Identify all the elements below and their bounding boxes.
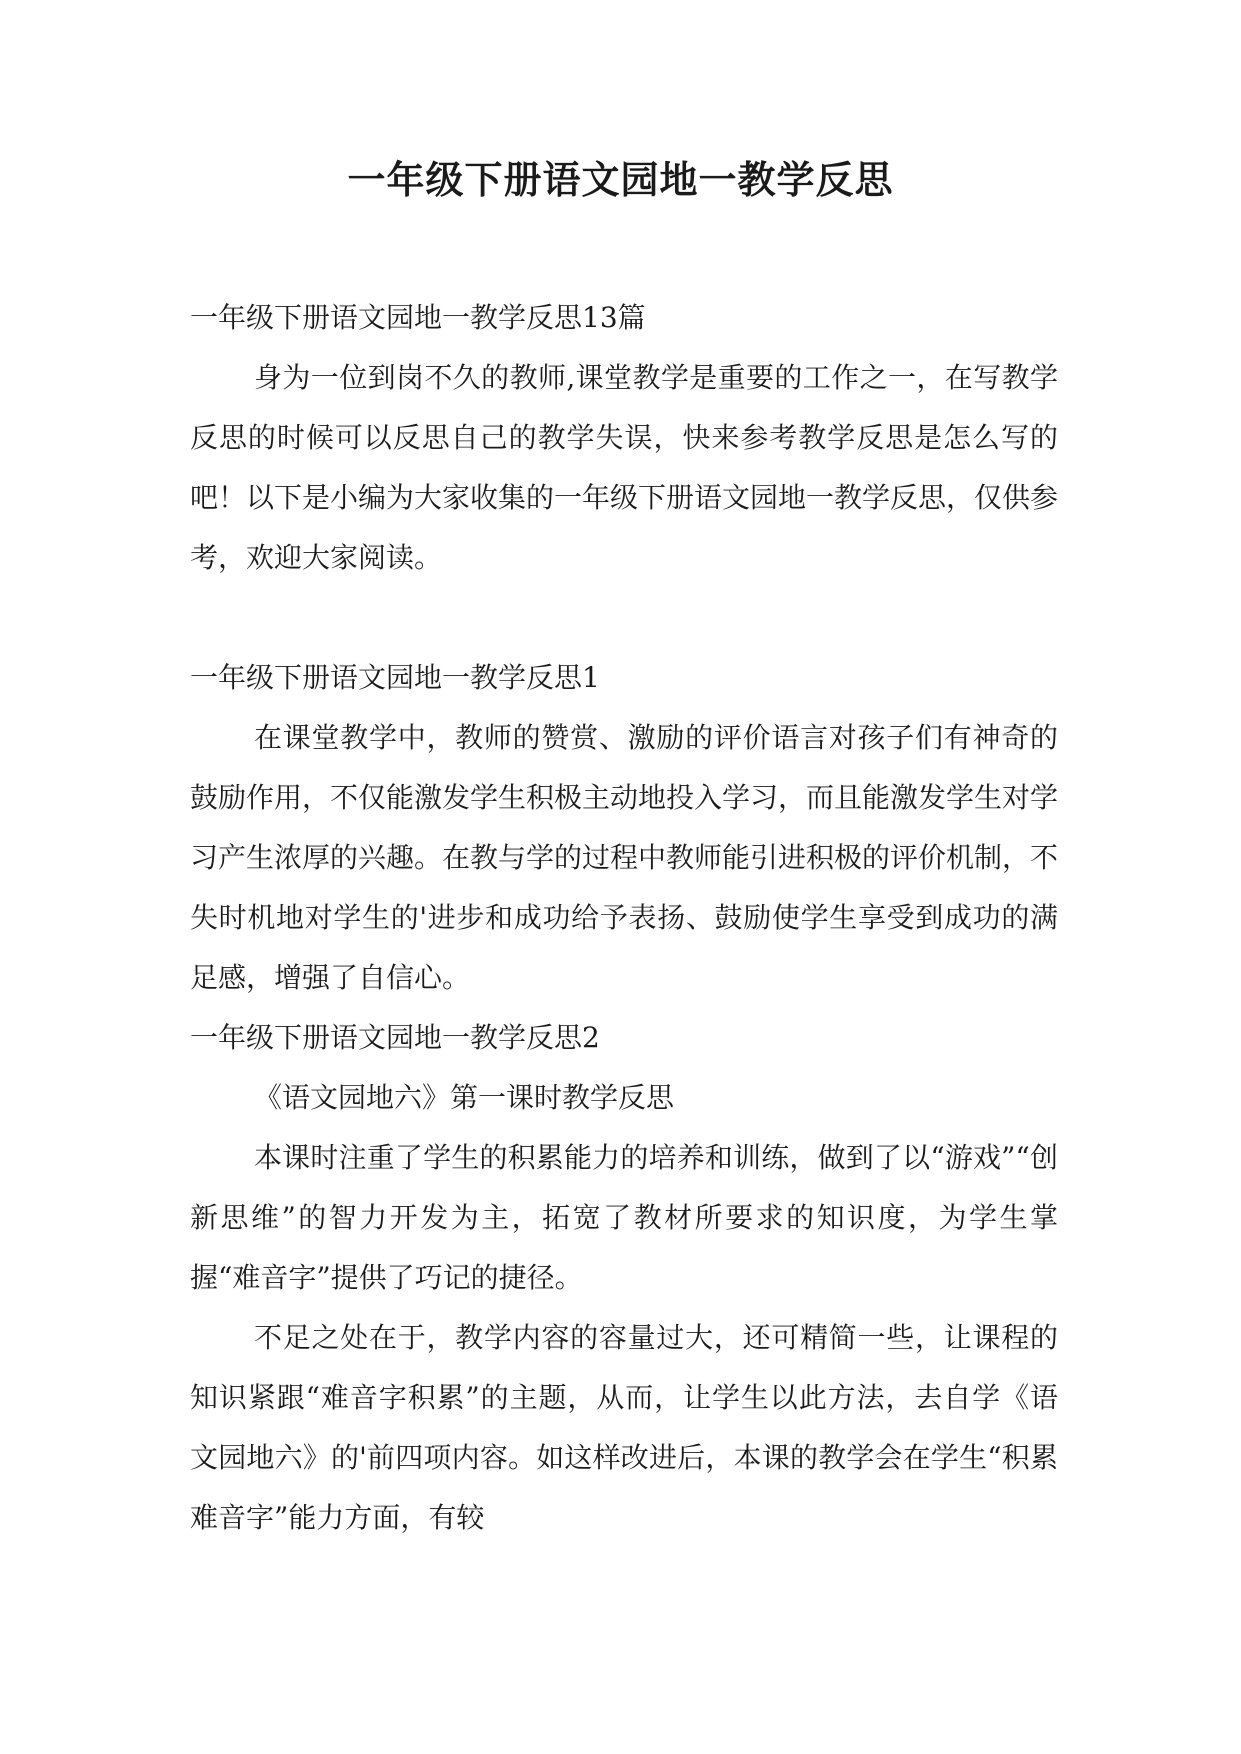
section-1-paragraph: 在课堂教学中，教师的赞赏、激励的评价语言对孩子们有神奇的鼓励作用，不仅能激发学生积极主动地投入学习，而且能激发学生对学习产生浓厚的兴趣。在教与学的过程中教师能引进积极的评价机制，不失时机地对学生的'进步和成功给予表扬、鼓励使学生享受到成功的满足感，增强了自信心。 xyxy=(190,721,1059,994)
section-2-heading: 一年级下册语文园地一教学反思2 xyxy=(190,1021,600,1054)
document-subtitle: 一年级下册语文园地一教学反思13篇 xyxy=(190,301,646,334)
section-spacer xyxy=(190,588,1058,648)
section-2-paragraph-2: 不足之处在于，教学内容的容量过大，还可精简一些，让课程的知识紧跟“难音字积累”的主题，从而，让学生以此方法，去自学《语文园地六》的'前四项内容。如这样改进后，本课的教学会在学生“积累难音字”能力方面，有较 xyxy=(190,1321,1058,1534)
document-title: 一年级下册语文园地一教学反思 xyxy=(347,158,894,202)
intro-paragraph: 身为一位到岗不久的教师,课堂教学是重要的工作之一，在写教学反思的时候可以反思自己的教学失误，快来参考教学反思是怎么写的吧！以下是小编为大家收集的一年级下册语文园地一教学反思，仅供参考，欢迎大家阅读。 xyxy=(190,361,1059,574)
document-body xyxy=(190,288,1058,1548)
section-2-subheading: 《语文园地六》第一课时教学反思 xyxy=(254,1081,675,1114)
section-2-paragraph-1: 本课时注重了学生的积累能力的培养和训练，做到了以“游戏”“创新思维”的智力开发为主，拓宽了教材所要求的知识度，为学生掌握“难音字”提供了巧记的捷径。 xyxy=(190,1141,1058,1294)
section-1-heading: 一年级下册语文园地一教学反思1 xyxy=(190,661,600,694)
